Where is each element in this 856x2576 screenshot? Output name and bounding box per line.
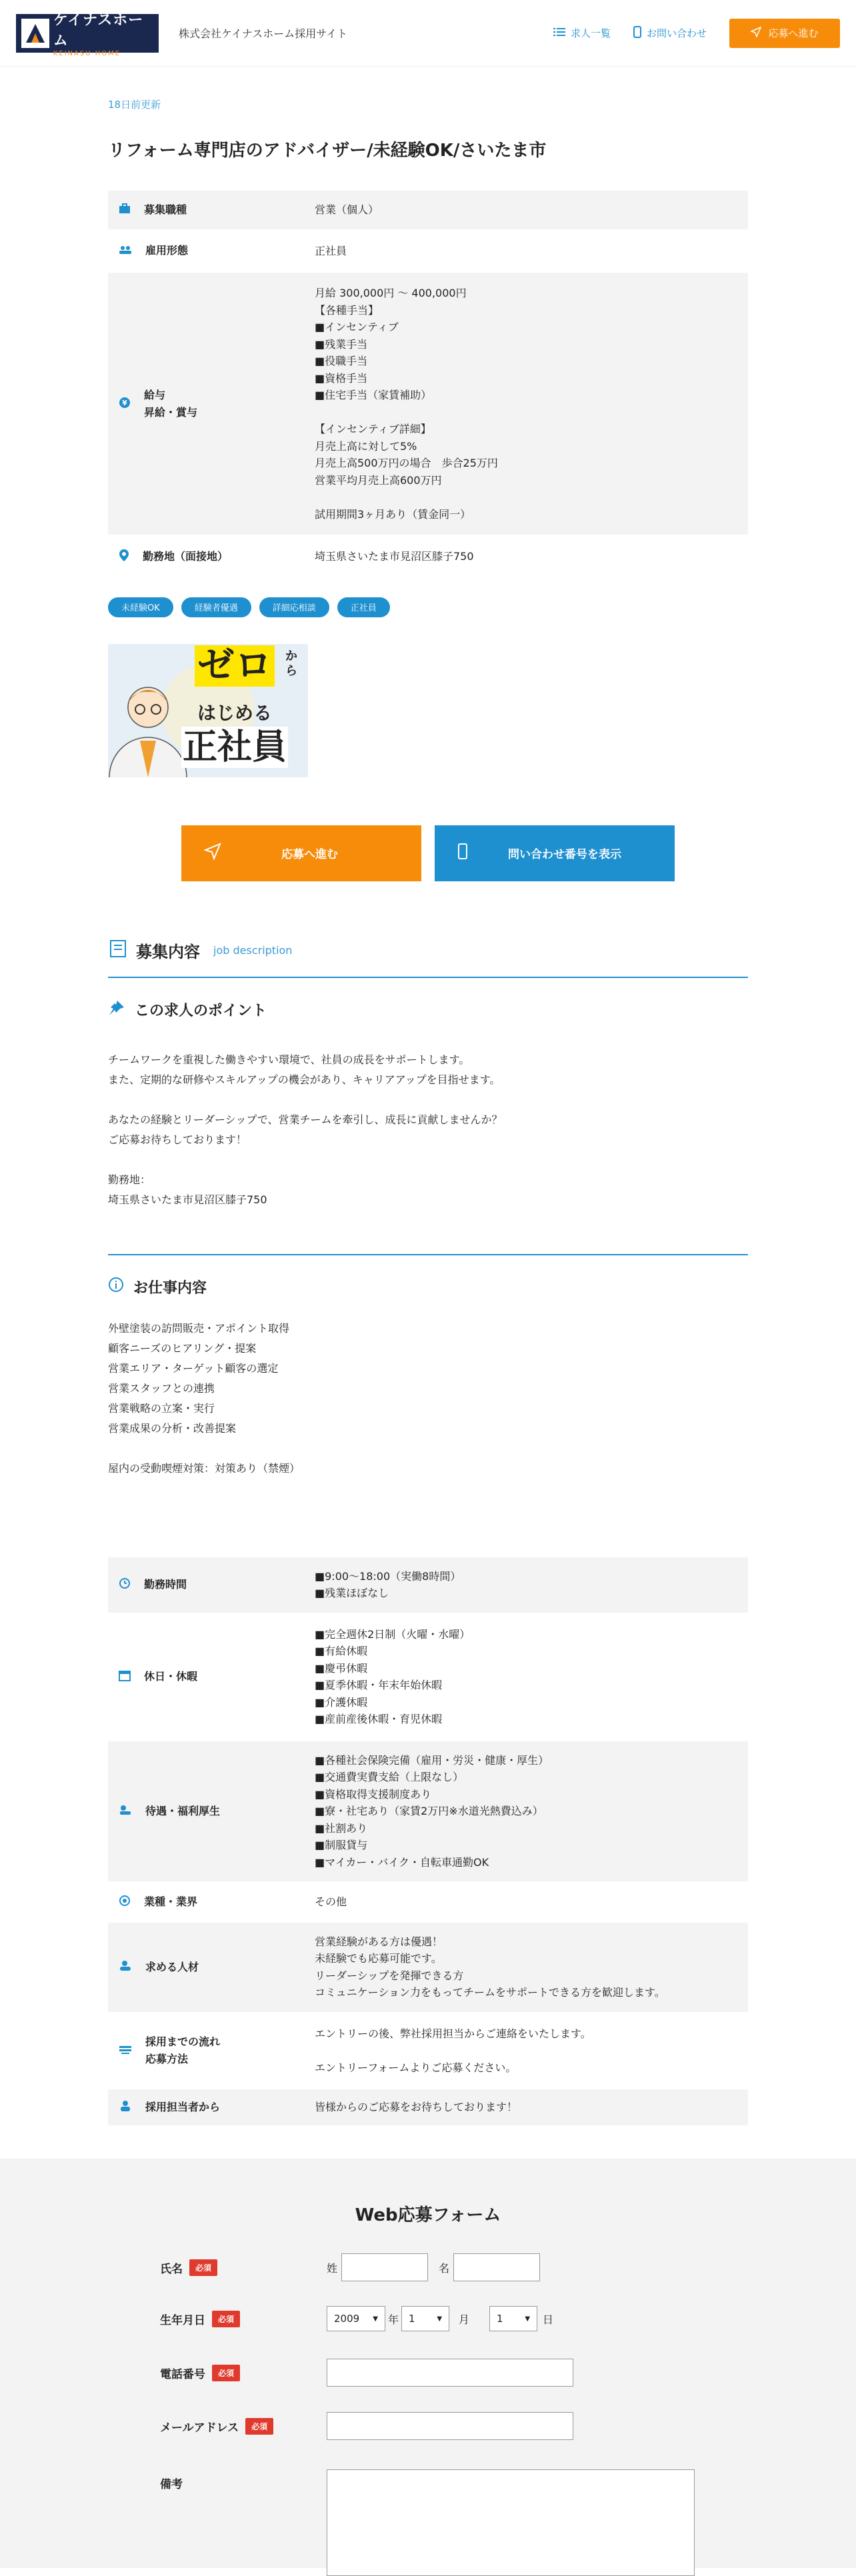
logo-mark-icon: [21, 19, 49, 48]
job-summary-table: [108, 191, 748, 579]
calendar-icon: [119, 1669, 131, 1684]
detail-label: 求める人材: [145, 1960, 199, 1973]
email-input[interactable]: [327, 2412, 573, 2440]
detail-value: 皆様からのご応募をお待ちしております！: [315, 2101, 518, 2113]
send-icon: [204, 843, 221, 863]
note-textarea[interactable]: [327, 2469, 695, 2576]
work-header: [108, 1277, 748, 1297]
birth-year-select[interactable]: [327, 2306, 385, 2331]
job-details-table: [108, 1557, 748, 2128]
month-unit: 月: [459, 2313, 470, 2326]
logo-text: ケイナスホーム: [53, 12, 144, 49]
chevron-down-icon: ▼: [373, 2315, 378, 2323]
summary-row: [108, 191, 748, 231]
person-icon: [119, 1960, 132, 1975]
banner-zero-text: ゼロ: [195, 645, 275, 687]
apply-button[interactable]: [181, 825, 421, 881]
nav-job-list-label: 求人一覧: [570, 27, 611, 39]
phone-input[interactable]: [327, 2359, 573, 2387]
show-phone-button[interactable]: [435, 825, 675, 881]
birth-month-select[interactable]: [401, 2306, 449, 2331]
nav-contact-label: お問い合わせ: [646, 27, 707, 39]
chevron-down-icon: ▼: [525, 2315, 531, 2323]
detail-label: 勤務時間: [144, 1578, 187, 1591]
birthdate-label: 生年月日: [160, 2313, 205, 2327]
points-text: チームワークを重視した働きやすい環境で、社員の成長をサポートします。 また、定期的な研修やスキルアップの機会があり、キャリアアップを目指せます。 あなたの経験とリーダーシップで、営業チームを牽引し、成長に貢献しませんか？ ご応募お待ちしております！ 勤務地： 埼玉県さいたま市見沼区膝子750: [108, 1053, 503, 1206]
detail-value: エントリーの後、弊社採用担当からご連絡をいたします。 エントリーフォームよりご応募ください。: [315, 2027, 591, 2074]
detail-value: 営業経験がある方は優遇！ 未経験でも応募可能です。 リーダーシップを発揮できる方 コミュニケーション力をもってチームをサポートできる方を歓迎します。: [315, 1935, 665, 1999]
required-badge: 必須: [212, 2365, 240, 2381]
chevron-down-icon: ▼: [437, 2315, 443, 2323]
required-badge: 必須: [189, 2259, 217, 2276]
job-tags: [108, 597, 748, 617]
nav-contact-link[interactable]: [633, 26, 707, 41]
required-badge: 必須: [245, 2418, 273, 2435]
job-tag: 経験者優遇: [181, 597, 251, 617]
detail-row: [108, 2013, 748, 2089]
phone-row: [160, 2359, 573, 2387]
document-icon: [108, 939, 128, 961]
job-tag: 詳細応相談: [259, 597, 329, 617]
form-title: Web応募フォーム: [355, 2205, 501, 2225]
benefits-icon: [119, 1805, 132, 1818]
summary-label: 雇用形態: [145, 244, 189, 257]
detail-label: 採用までの流れ 応募方法: [145, 2035, 221, 2065]
detail-label: 採用担当者から: [145, 2100, 221, 2113]
industry-icon: [119, 1895, 131, 1909]
name-row: [160, 2253, 540, 2281]
section-divider: [108, 1254, 748, 1255]
description-section-header: [108, 939, 748, 978]
detail-value: ■9:00〜18:00（実働8時間） ■残業ほぼなし: [315, 1569, 461, 1599]
detail-label: 待遇・福利厚生: [145, 1804, 221, 1817]
job-tag: 未経験OK: [108, 597, 173, 617]
first-name-input[interactable]: [453, 2253, 540, 2281]
clock-icon: [119, 1577, 131, 1592]
header-apply-button[interactable]: [729, 19, 840, 48]
send-icon: [751, 27, 761, 40]
cta-row: [108, 825, 748, 881]
last-name-input[interactable]: [341, 2253, 428, 2281]
phone-icon: [457, 843, 468, 863]
points-header: [108, 999, 748, 1021]
company-logo[interactable]: [16, 12, 159, 57]
work-text: 外壁塗装の訪問販売・アポイント取得 顧客ニーズのヒアリング・提案 営業エリア・ターゲット顧客の選定 営業スタッフとの連携 営業戦略の立案・実行 営業成果の分析・改善提案 屋内の受動喫煙対策：対策あり（禁煙）: [108, 1321, 301, 1475]
list-icon: [553, 27, 565, 39]
flow-icon: [119, 2044, 132, 2057]
detail-value: ■完全週休2日制（火曜・水曜） ■有給休暇 ■慶弔休暇 ■夏季休暇・年末年始休暇 ■介護休暇 ■産前産後休暇・育児休暇: [315, 1627, 471, 1725]
detail-row: [108, 1883, 748, 1921]
work-title: お仕事内容: [133, 1279, 207, 1297]
summary-value: 正社員: [315, 244, 347, 257]
detail-label: 休日・休暇: [144, 1670, 198, 1683]
apply-button-label: 応募へ進む: [281, 848, 338, 861]
phone-label: 電話番号: [160, 2367, 205, 2381]
updated-label: 18日前更新: [108, 99, 161, 111]
recruiter-icon: [119, 2100, 132, 2115]
site-header: [0, 0, 856, 67]
birth-day-select[interactable]: [489, 2306, 537, 2331]
info-icon: [108, 1277, 124, 1297]
main-content: [108, 97, 748, 2128]
detail-row: [108, 1740, 748, 1883]
people-icon: [119, 245, 132, 257]
yen-icon: [119, 397, 131, 411]
header-apply-label: 応募へ進む: [768, 27, 819, 39]
summary-row: [108, 536, 748, 577]
summary-value: 埼玉県さいたま市見沼区膝子750: [315, 550, 474, 563]
birth-year-value: 2009: [334, 2313, 360, 2325]
job-title: リフォーム専門店のアドバイザー/未経験OK/さいたま市: [108, 141, 547, 161]
banner-hajimeru-text: はじめる: [197, 701, 273, 724]
points-title: この求人のポイント: [135, 1003, 267, 1019]
site-name: 株式会社ケイナスホーム採用サイト: [179, 27, 348, 40]
note-label: 備考: [160, 2478, 183, 2491]
email-label: メールアドレス: [160, 2421, 239, 2435]
birth-month-value: 1: [409, 2313, 415, 2325]
email-row: [160, 2412, 573, 2440]
summary-label: 勤務地（面接地）: [143, 549, 229, 563]
detail-value: ■各種社会保険完備（雇用・労災・健康・厚生） ■交通費実費支給（上限なし） ■資格取得支援制度あり ■寮・社宅あり（家賃2万円※水道光熱費込み） ■社割あり ■制服貸与 ■マイカー・バイク・自転車通勤OK: [315, 1753, 549, 1869]
logo-subtext: KEINASU HOME: [53, 50, 121, 57]
banner-seishain-text: 正社員: [183, 727, 287, 767]
detail-row: [108, 1921, 748, 2013]
birth-day-value: 1: [497, 2313, 503, 2325]
detail-row: [108, 2088, 748, 2127]
map-pin-icon: [119, 549, 129, 565]
svg-text:¥: ¥: [122, 398, 127, 407]
description-title: 募集内容: [136, 942, 200, 961]
phone-icon: [633, 26, 641, 41]
name-label: 氏名: [160, 2262, 183, 2276]
year-unit: 年: [388, 2313, 399, 2326]
summary-value: 営業（個人）: [315, 203, 379, 216]
detail-value: その他: [315, 1895, 347, 1908]
detail-label: 業種・業界: [144, 1895, 198, 1908]
first-name-label: 名: [439, 2261, 450, 2275]
summary-label: 募集職種: [144, 203, 187, 216]
summary-row: [108, 271, 748, 536]
show-phone-label: 問い合わせ番号を表示: [508, 848, 621, 861]
summary-label: 給与 昇給・賞与: [144, 388, 198, 419]
pushpin-icon: [108, 999, 125, 1021]
birthdate-row: [160, 2306, 553, 2331]
detail-row: [108, 1557, 748, 1614]
description-subtitle: job description: [213, 943, 293, 957]
summary-value: 月給 300,000円 〜 400,000円 【各種手当】 ■インセンティブ ■残業手当 ■役職手当 ■資格手当 ■住宅手当（家賃補助） 【インセンティブ詳細】 月売上高に対して5% 月売上高500万円の場合 歩合25万円 営業平均月売上高600万円 試用期間3ヶ月あり（賃金同一）: [315, 287, 498, 521]
header-nav: [553, 19, 840, 48]
zero-start-banner-image: [108, 644, 308, 777]
note-row: [160, 2469, 695, 2576]
day-unit: 日: [543, 2313, 554, 2326]
banner-kara-text: から: [285, 649, 297, 678]
web-apply-form: [0, 2159, 856, 2568]
last-name-label: 姓: [327, 2261, 338, 2275]
required-badge: 必須: [212, 2311, 240, 2327]
summary-row: [108, 231, 748, 272]
nav-job-list-link[interactable]: [553, 26, 611, 40]
briefcase-icon: [119, 203, 131, 217]
job-tag: 正社員: [337, 597, 390, 617]
detail-row: [108, 1614, 748, 1740]
